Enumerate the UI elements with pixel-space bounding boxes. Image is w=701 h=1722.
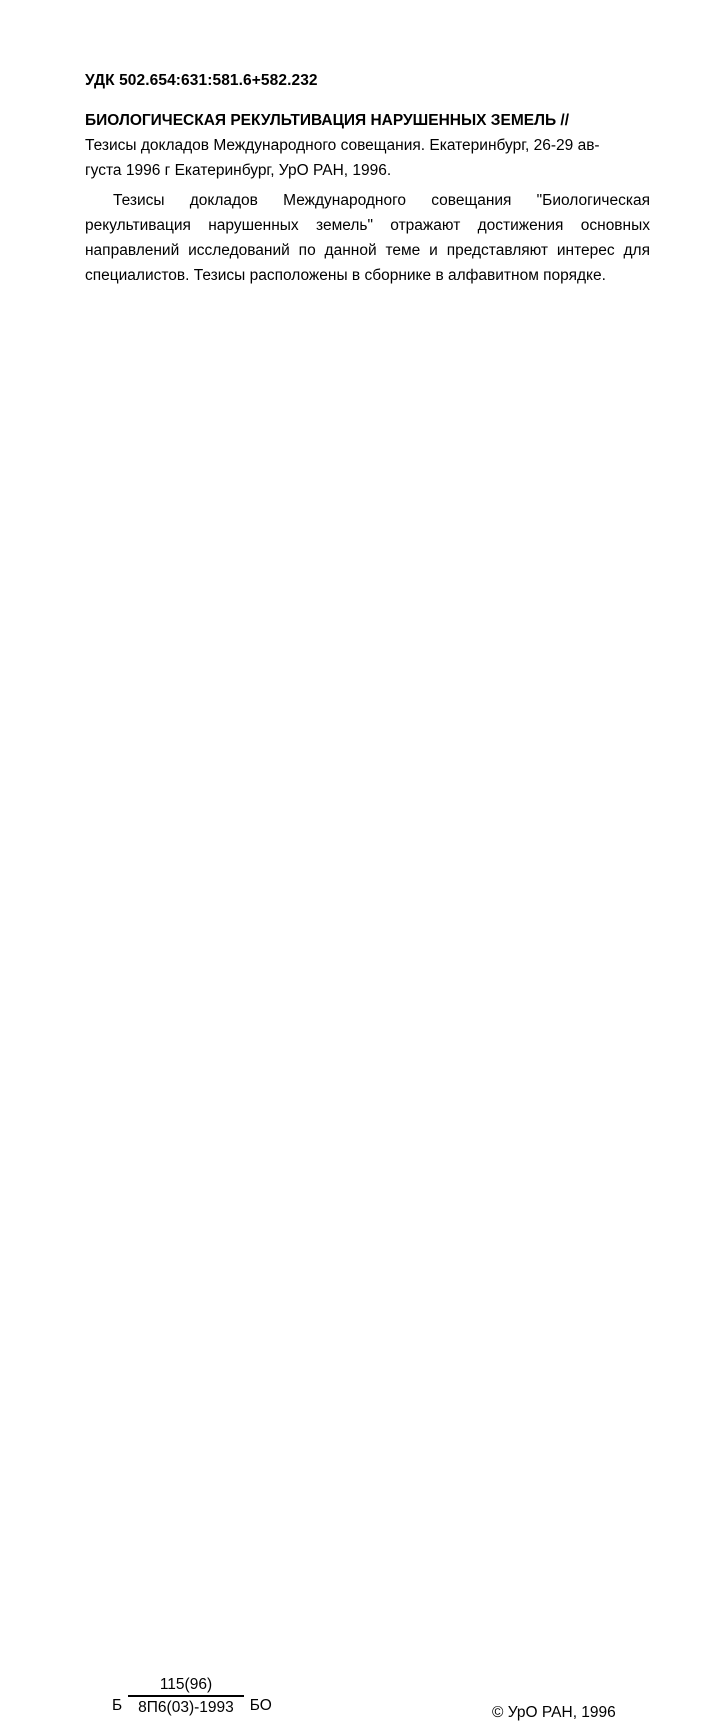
copyright-notice: © УрО РАН, 1996 <box>492 1704 616 1721</box>
title-line-2: Тезисы докладов Международного совещания. Екатеринбург, 26-29 ав- <box>85 137 600 154</box>
code-left-letter: Б <box>112 1696 123 1714</box>
code-right-letters: БО <box>249 1696 272 1714</box>
page-footer <box>0 838 701 1721</box>
code-numerator: 115(96) <box>159 1676 213 1693</box>
abstract-block <box>85 188 650 288</box>
code-denominator: 8П6(03)-1993 <box>138 1699 234 1716</box>
code-fraction <box>128 1676 244 1717</box>
title-block <box>85 108 647 183</box>
title-line-3: густа 1996 г Екатеринбург, УрО РАН, 1996. <box>85 162 392 179</box>
classification-code <box>112 1676 272 1717</box>
title-line-1: БИОЛОГИЧЕСКАЯ РЕКУЛЬТИВАЦИЯ НАРУШЕННЫХ ЗЕМЕЛЬ // <box>85 112 570 129</box>
abstract-paragraph: Тезисы докладов Международного совещания "Биологическая рекультивация нарушенных земель" отражают достижения основных направлений исследований по данной теме и представляют интерес для специалистов. Тезисы расположены в сборнике в алфавитном порядке. <box>85 192 650 284</box>
udk-code: УДК 502.654:631:581.6+582.232 <box>85 72 318 89</box>
